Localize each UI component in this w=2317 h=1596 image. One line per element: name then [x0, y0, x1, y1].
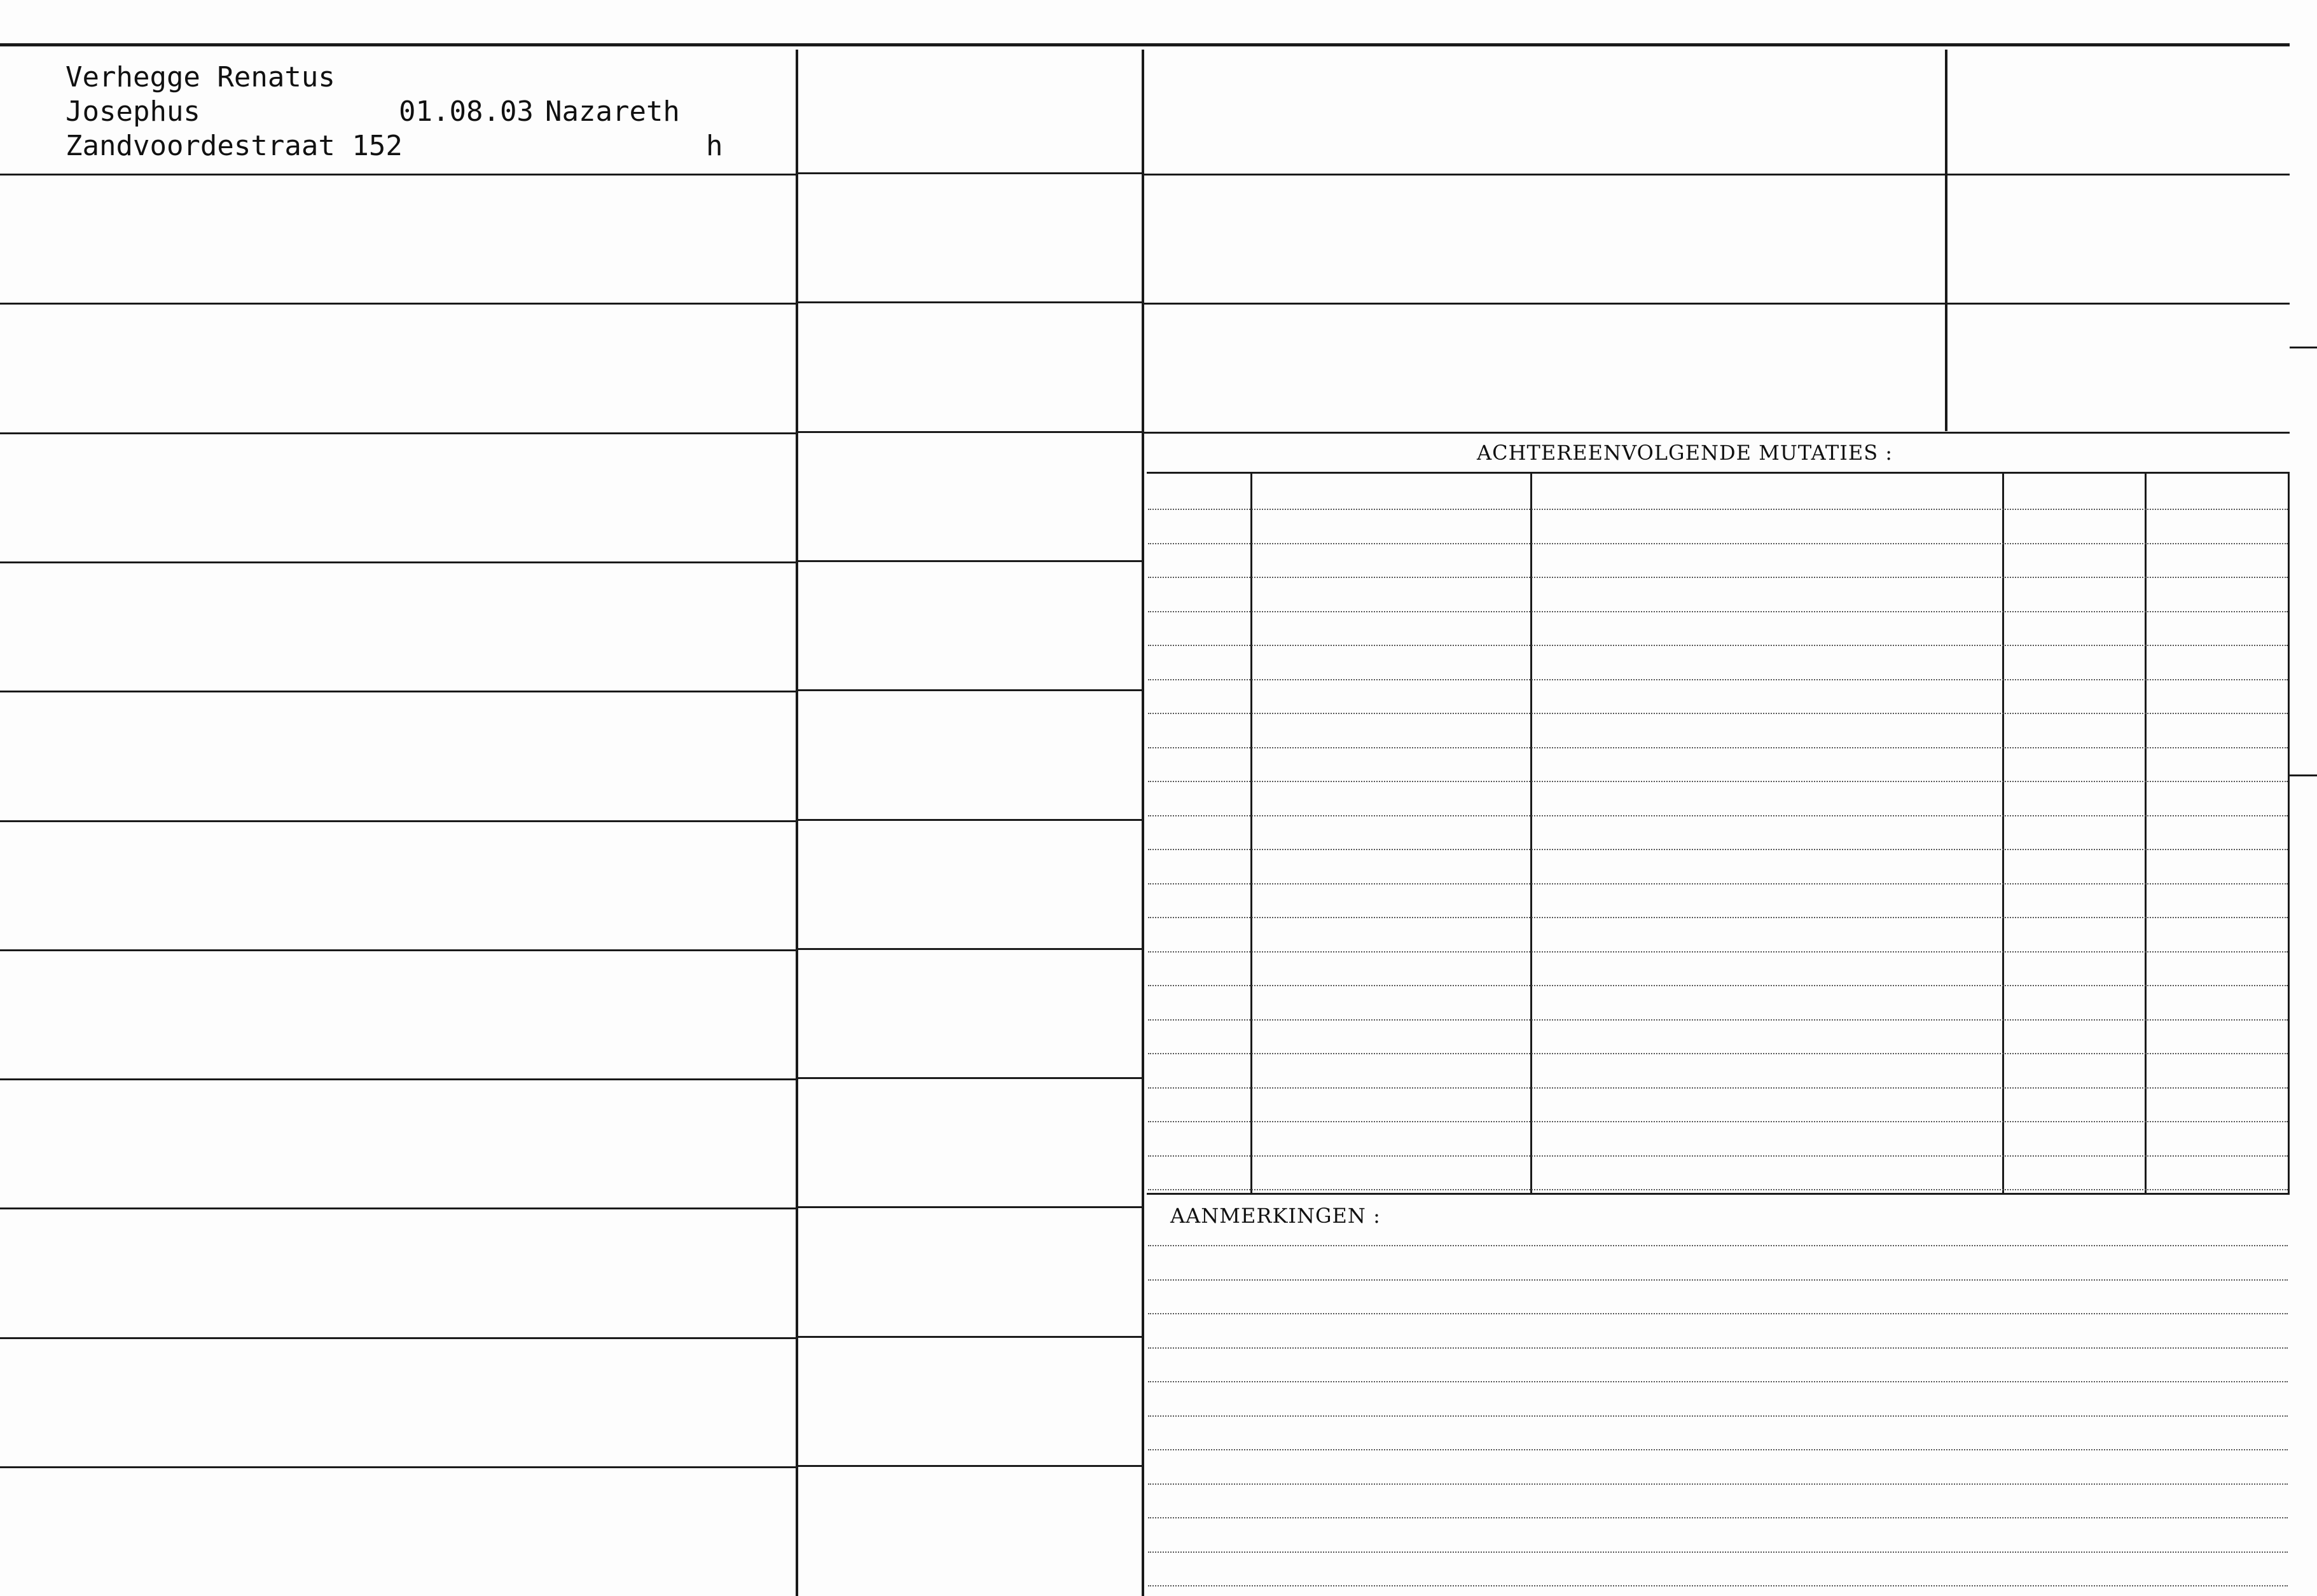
top-right-row-line — [1143, 303, 2290, 305]
remark-row-line — [1148, 1347, 2288, 1349]
remark-row-line — [1148, 1585, 2288, 1586]
mutation-row-line — [1148, 1053, 2288, 1054]
mutation-row-line — [1148, 543, 2288, 544]
firstname-line: Josephus — [66, 95, 200, 128]
mutations-col-divider — [2145, 473, 2147, 1194]
mutation-row-line — [1148, 747, 2288, 748]
remark-row-line — [1148, 1313, 2288, 1314]
left-row-line — [0, 1078, 797, 1080]
mutation-row-line — [1148, 509, 2288, 510]
address-line: Zandvoordestraat 152 — [66, 130, 403, 162]
mutations-bottom-line — [1147, 1193, 2290, 1195]
mark-letter: h — [706, 130, 723, 162]
mutations-col-divider — [2002, 473, 2004, 1194]
left-row-line — [0, 1207, 797, 1209]
mutation-row-line — [1148, 1087, 2288, 1089]
left-column-divider — [796, 50, 798, 1596]
remark-row-line — [1148, 1279, 2288, 1281]
remark-row-line — [1148, 1551, 2288, 1553]
mutation-row-line — [1148, 1121, 2288, 1122]
top-right-row-line — [1143, 432, 2290, 434]
mutation-row-line — [1148, 577, 2288, 578]
mutation-row-line — [1148, 985, 2288, 986]
middle-row-line — [798, 1465, 1142, 1467]
middle-row-line — [798, 948, 1142, 950]
remark-row-line — [1148, 1415, 2288, 1417]
middle-row-line — [798, 301, 1142, 303]
remark-row-line — [1148, 1517, 2288, 1518]
middle-column-divider — [1142, 50, 1144, 1596]
left-row-line — [0, 1337, 797, 1339]
left-row-line — [0, 561, 797, 563]
middle-row-line — [798, 560, 1142, 562]
mutation-row-line — [1148, 611, 2288, 612]
mutation-row-line — [1148, 883, 2288, 884]
birth-date: 01.08.03 — [399, 95, 534, 128]
left-row-line — [0, 432, 797, 434]
mutation-row-line — [1148, 645, 2288, 646]
edge-tick — [2290, 347, 2317, 348]
mutation-row-line — [1148, 1155, 2288, 1157]
middle-row-line — [798, 1206, 1142, 1208]
mutation-row-line — [1148, 1189, 2288, 1190]
remark-row-line — [1148, 1381, 2288, 1382]
top-border — [0, 43, 2290, 46]
left-row-line — [0, 949, 797, 951]
remarks-heading: AANMERKINGEN : — [1170, 1204, 1381, 1228]
remark-row-line — [1148, 1449, 2288, 1450]
left-row-line — [0, 691, 797, 692]
mutations-col-divider — [1530, 473, 1532, 1194]
mutation-row-line — [1148, 713, 2288, 714]
mutation-row-line — [1148, 951, 2288, 953]
mutations-col-divider — [1250, 473, 1252, 1194]
remark-row-line — [1148, 1483, 2288, 1485]
name-line: Verhegge Renatus — [66, 61, 335, 93]
mutation-row-line — [1148, 849, 2288, 850]
left-row-line — [0, 1466, 797, 1468]
middle-row-line — [798, 689, 1142, 691]
middle-row-line — [798, 1077, 1142, 1079]
middle-row-line — [798, 172, 1142, 174]
mutation-row-line — [1148, 1019, 2288, 1021]
mutations-top-line — [1147, 472, 2290, 474]
edge-tick — [2290, 774, 2317, 776]
left-row-line — [0, 820, 797, 822]
middle-row-line — [798, 1336, 1142, 1338]
mutations-right-border — [2288, 473, 2290, 1194]
mutation-row-line — [1148, 917, 2288, 918]
middle-row-line — [798, 819, 1142, 821]
mutations-heading: ACHTEREENVOLGENDE MUTATIES : — [1477, 441, 1893, 465]
left-row-line — [0, 174, 797, 175]
mutation-row-line — [1148, 679, 2288, 680]
top-right-row-line — [1143, 174, 2290, 175]
mutation-row-line — [1148, 815, 2288, 816]
birth-place: Nazareth — [545, 95, 680, 128]
remark-row-line — [1148, 1245, 2288, 1246]
left-row-line — [0, 303, 797, 305]
mutation-row-line — [1148, 781, 2288, 782]
top-right-divider — [1945, 50, 1947, 431]
middle-row-line — [798, 431, 1142, 433]
